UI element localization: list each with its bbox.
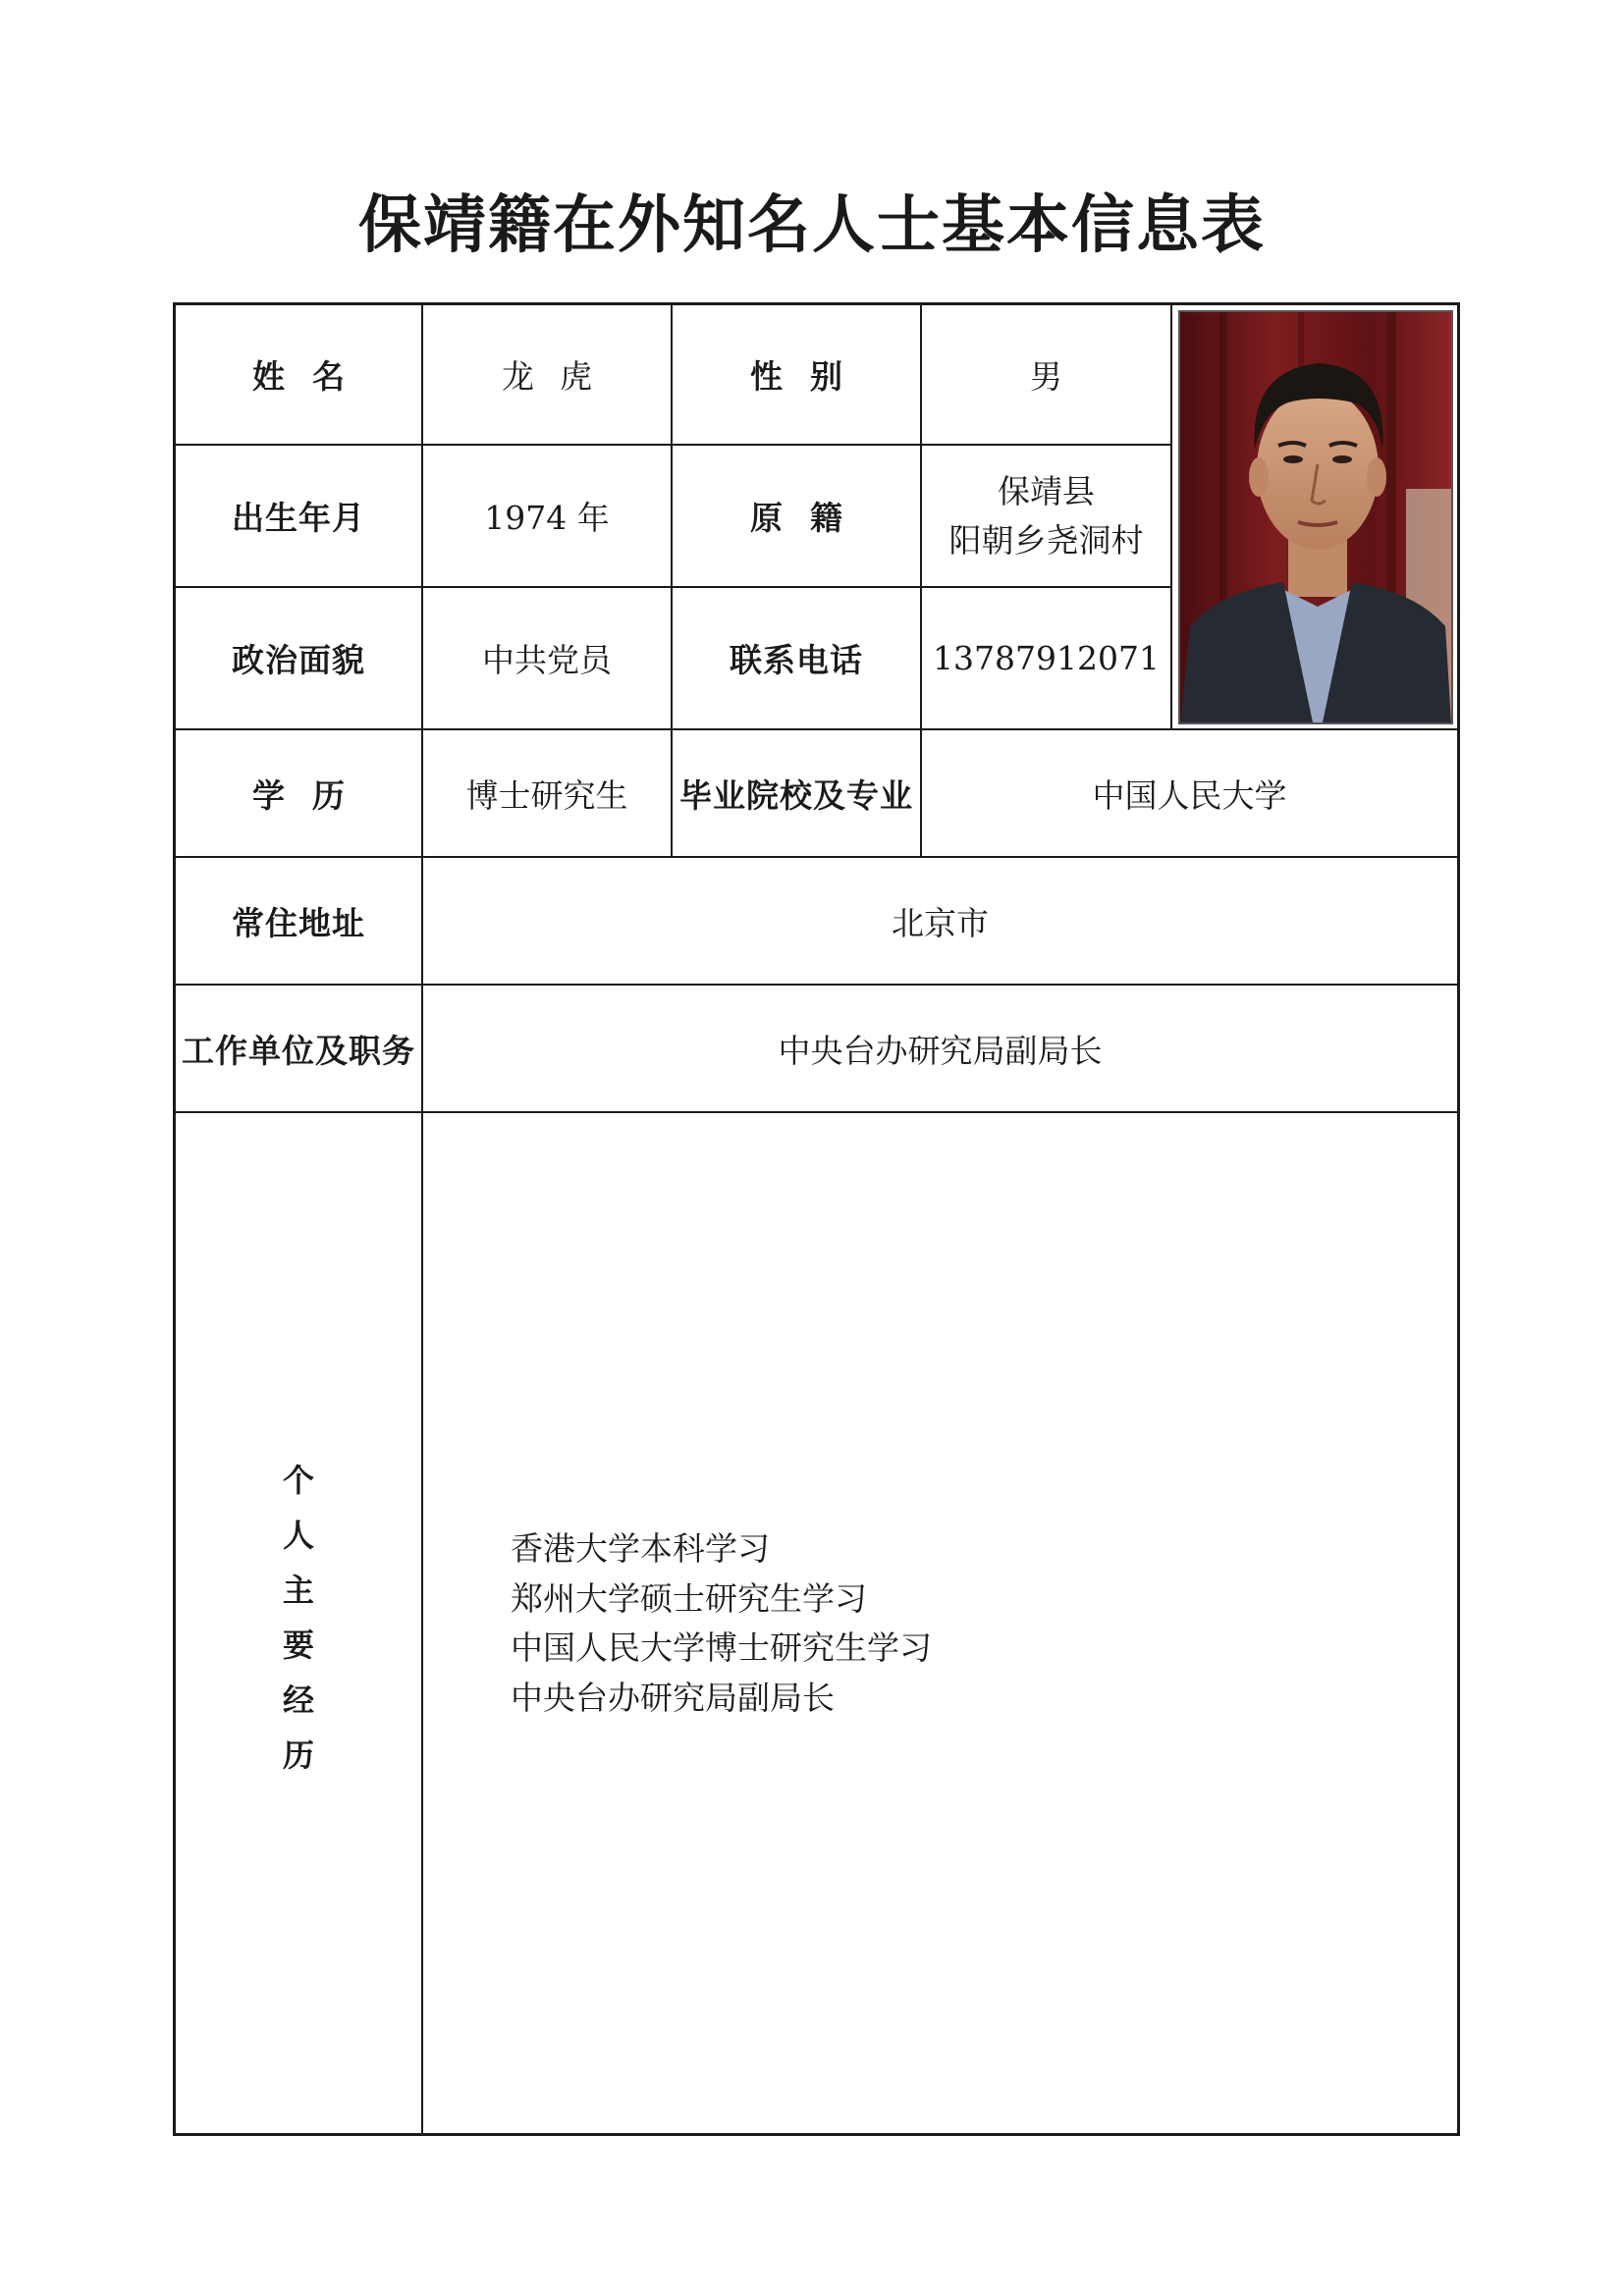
gender-label: 性别	[750, 357, 870, 396]
origin-village: 阳朝乡尧洞村	[948, 520, 1144, 560]
politics-value: 中共党员	[482, 641, 612, 679]
experience-label-char: 人	[282, 1517, 314, 1554]
education-label: 学历	[252, 775, 372, 815]
experience-label-char: 要	[282, 1627, 314, 1664]
origin-label: 原籍	[750, 499, 870, 537]
birth-label: 出生年月	[232, 499, 365, 537]
experience-item: 中央台办研究局副局长	[511, 1678, 835, 1717]
address-label: 常住地址	[232, 903, 365, 942]
name-label: 姓名	[252, 357, 372, 396]
experience-label-char: 主	[282, 1572, 314, 1609]
address-value: 北京市	[892, 903, 989, 942]
experience-label-char: 个	[282, 1462, 314, 1499]
name-value: 龙虎	[502, 357, 618, 396]
experience-label-char: 经	[282, 1682, 314, 1719]
birth-value: 1974 年	[484, 499, 610, 537]
origin-value	[922, 446, 1170, 586]
politics-label: 政治面貌	[232, 641, 365, 679]
page-title: 保靖籍在外知名人士基本信息表	[358, 188, 1266, 262]
experience-label-char: 历	[282, 1736, 314, 1774]
experience-item: 香港大学本科学习	[511, 1529, 770, 1568]
phone-value: 13787912071	[933, 639, 1160, 677]
job-label: 工作单位及职务	[182, 1031, 415, 1070]
portrait-photo	[1178, 310, 1453, 724]
experience-item: 中国人民大学博士研究生学习	[511, 1629, 932, 1667]
origin-county: 保靖县	[998, 471, 1095, 510]
experience-item: 郑州大学硕士研究生学习	[511, 1578, 867, 1618]
table-divider	[173, 1111, 1460, 1113]
school-value: 中国人民大学	[1092, 775, 1287, 815]
education-value: 博士研究生	[465, 775, 628, 815]
portrait-image	[1180, 312, 1451, 722]
school-label: 毕业院校及专业	[679, 775, 913, 815]
experience-list	[511, 1524, 932, 1723]
table-divider	[1170, 302, 1172, 730]
phone-label: 联系电话	[730, 641, 863, 679]
experience-label	[257, 1453, 340, 1783]
job-value: 中央台办研究局副局长	[778, 1031, 1103, 1070]
gender-value: 男	[1030, 357, 1062, 396]
